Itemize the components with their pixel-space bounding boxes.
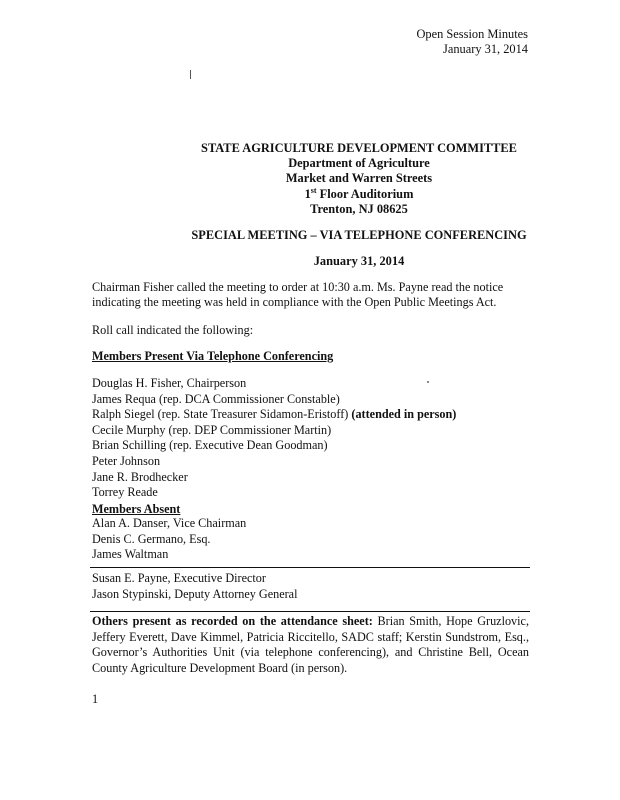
list-item: James Waltman xyxy=(92,547,169,562)
others-text: Brian Smith, Hope Gruzlovic, Jeffery Everett, Dave Kimmel, Patricia Riccitello, SADC staff; Kerstin Sundstrom, Esq., Governor’s Authorities Unit (via telephone conferencing), and Christine Bell, Ocean County Agriculture Development Board (in person). xyxy=(92,614,529,675)
list-item: Brian Schilling (rep. Executive Dean Goodman) xyxy=(92,438,328,453)
list-item: Susan E. Payne, Executive Director xyxy=(92,571,266,585)
list-item: Torrey Reade xyxy=(92,485,158,500)
committee-name: STATE AGRICULTURE DEVELOPMENT COMMITTEE xyxy=(201,141,517,155)
others-present-paragraph xyxy=(92,614,529,676)
divider xyxy=(90,611,530,612)
header-title: Open Session Minutes xyxy=(416,27,528,41)
members-present-list xyxy=(92,376,456,501)
staff-list xyxy=(92,571,297,602)
list-item: Peter Johnson xyxy=(92,453,161,468)
floor-text: Floor Auditorium xyxy=(316,186,414,201)
list-item: James Requa (rep. DCA Commissioner Constable) xyxy=(92,391,340,406)
list-item: Jane R. Brodhecker xyxy=(92,469,188,484)
intro-paragraph: Chairman Fisher called the meeting to order at 10:30 a.m. Ms. Payne read the notice indicating the meeting was held in compliance with the Open Public Meetings Act. xyxy=(92,280,504,309)
in-person-note: (attended in person) xyxy=(351,407,457,422)
floor-suffix: st xyxy=(310,185,317,195)
floor-location xyxy=(0,187,620,202)
members-absent-heading: Members Absent xyxy=(92,502,181,516)
header-date: January 31, 2014 xyxy=(443,42,528,56)
list-item: Cecile Murphy (rep. DEP Commissioner Martin) xyxy=(92,422,332,437)
divider xyxy=(90,567,530,568)
rollcall-paragraph: Roll call indicated the following: xyxy=(92,323,254,337)
floor-number: 1 xyxy=(304,186,311,201)
street-address: Market and Warren Streets xyxy=(285,171,433,186)
list-item: Jason Stypinski, Deputy Attorney General xyxy=(92,586,298,601)
department-name: Department of Agriculture xyxy=(288,156,430,171)
list-item: Alan A. Danser, Vice Chairman xyxy=(92,516,247,530)
members-present-heading: Members Present Via Telephone Conferencing xyxy=(92,349,334,363)
list-item: Denis C. Germano, Esq. xyxy=(92,531,211,546)
city-line: Trenton, NJ 08625 xyxy=(310,201,408,216)
others-label: Others present as recorded on the attendance sheet: xyxy=(92,614,373,628)
page-number: 1 xyxy=(92,692,99,706)
members-absent-list xyxy=(92,516,246,563)
running-header xyxy=(416,27,528,57)
list-item: Douglas H. Fisher, Chairperson xyxy=(92,376,247,390)
list-item xyxy=(92,407,456,423)
meeting-date: January 31, 2014 xyxy=(313,254,405,268)
title-block xyxy=(0,141,620,217)
scan-mark xyxy=(190,70,191,79)
member-name: Ralph Siegel (rep. State Treasurer Sidamon-Eristoff) xyxy=(92,407,349,422)
scan-speck xyxy=(427,381,429,383)
meeting-type: SPECIAL MEETING – VIA TELEPHONE CONFERENCING xyxy=(191,228,527,242)
